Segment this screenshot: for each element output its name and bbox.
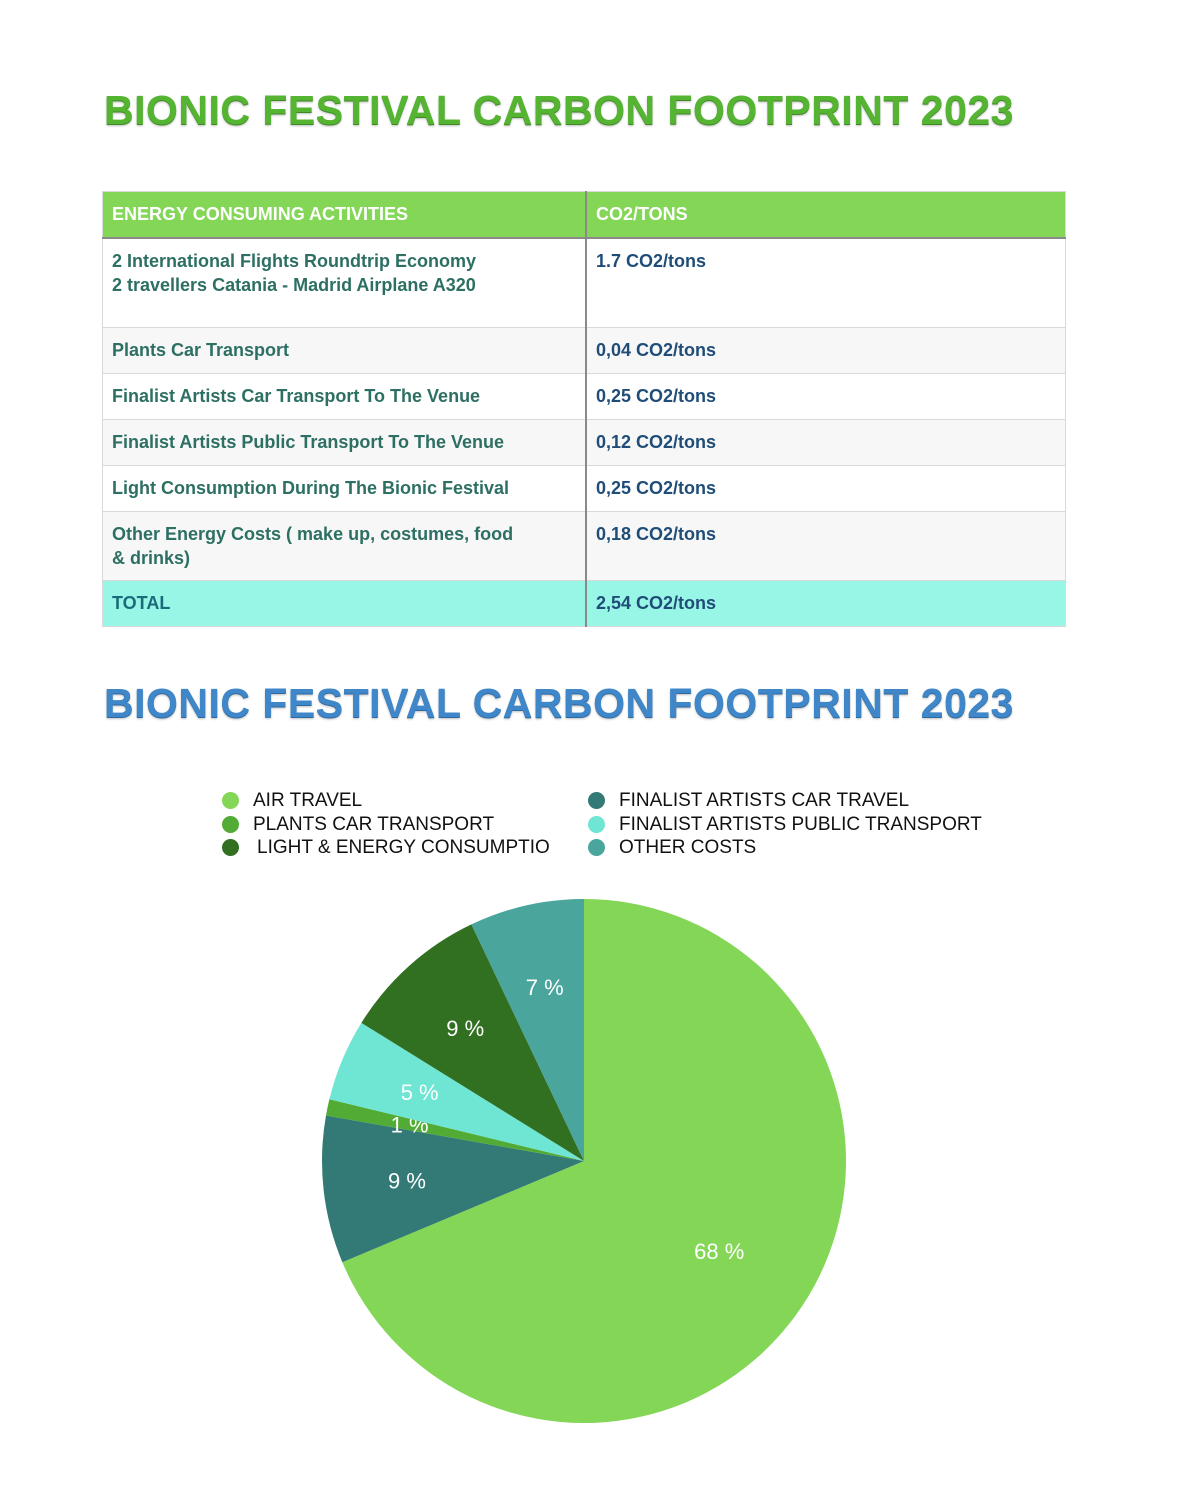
chart-title: BIONIC FESTIVAL CARBON FOOTPRINT 2023 [104, 680, 1014, 726]
header-co2: CO2/TONS [586, 192, 1066, 239]
legend-label: LIGHT & ENERGY CONSUMPTIO [257, 837, 550, 858]
legend-label: AIR TRAVEL [253, 790, 363, 811]
co2-value-cell: 0,12 CO2/tons [586, 420, 1066, 466]
activity-line: 2 International Flights Roundtrip Economy [112, 251, 477, 271]
activity-line: & drinks) [112, 548, 191, 568]
co2-value-cell: 0,25 CO2/tons [586, 466, 1066, 512]
slice-label: 7 % [525, 975, 564, 1001]
total-value: 2,54 CO2/tons [586, 581, 1066, 627]
activity-line: 2 travellers Catania - Madrid Airplane A320 [112, 275, 476, 295]
slice-label: 68 % [694, 1238, 745, 1264]
activity-line: Finalist Artists Car Transport To The Venue [112, 386, 481, 406]
co2-value-cell: 0,04 CO2/tons [586, 328, 1066, 374]
slice-label: 1 % [390, 1112, 429, 1138]
page-title: BIONIC FESTIVAL CARBON FOOTPRINT 2023 [104, 87, 1014, 133]
slice-label: 9 % [446, 1016, 485, 1042]
activity-line: Other Energy Costs ( make up, costumes, food [112, 524, 514, 544]
slice-label: 5 % [400, 1080, 439, 1106]
total-label: TOTAL [103, 581, 587, 627]
legend-label: FINALIST ARTISTS PUBLIC TRANSPORT [619, 814, 982, 835]
legend-label: OTHER COSTS [619, 837, 757, 858]
legend-label: PLANTS CAR TRANSPORT [253, 814, 495, 835]
legend-label: FINALIST ARTISTS CAR TRAVEL [619, 790, 910, 811]
activity-line: Plants Car Transport [112, 340, 290, 360]
slice-label: 9 % [387, 1168, 426, 1194]
activity-line: Finalist Artists Public Transport To The Venue [112, 432, 505, 452]
header-activities: ENERGY CONSUMING ACTIVITIES [103, 192, 587, 239]
co2-value-cell: 0,25 CO2/tons [586, 374, 1066, 420]
co2-value-cell: 0,18 CO2/tons [586, 512, 1066, 581]
activity-line: Light Consumption During The Bionic Festival [112, 478, 509, 498]
co2-value-cell: 1.7 CO2/tons [586, 238, 1066, 328]
